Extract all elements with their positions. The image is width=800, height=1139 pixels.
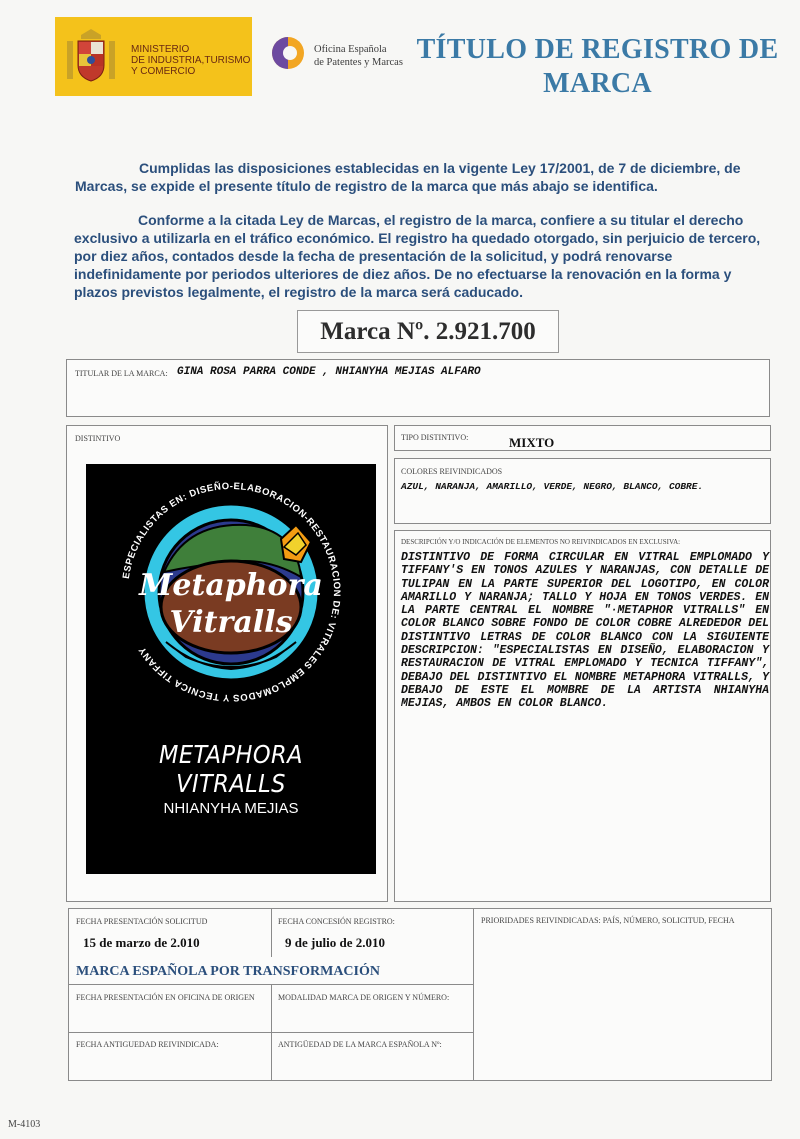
- tipo-value: MIXTO: [509, 435, 555, 450]
- coat-of-arms-icon: [65, 27, 117, 85]
- dates-section: [68, 908, 772, 1081]
- emblem-center-line-1: Metaphora: [139, 568, 323, 603]
- transformacion-heading: MARCA ESPAÑOLA POR TRANSFORMACIÓN: [76, 964, 380, 979]
- descripcion-section: [394, 530, 771, 902]
- prioridades-label: PRIORIDADES REIVINDICADAS: PAÍS, NÚMERO, SOLICITUD, FECHA: [481, 916, 735, 925]
- colores-label: COLORES REIVINDICADOS: [401, 467, 503, 476]
- titular-value: GINA ROSA PARRA CONDE , NHIANYHA MEJIAS ALFARO: [177, 366, 481, 378]
- colores-value: AZUL, NARANJA, AMARILLO, VERDE, NEGRO, BLANCO, COBRE.: [401, 481, 704, 492]
- intro-paragraph-2: Conforme a la citada Ley de Marcas, el registro de la marca, confiere a su titular el derecho exclusivo a utilizarla en el tráfico económico. El registro ha quedado otorgado, sin perjuicio de tercero, por diez años, contados desde la fecha de presentación de la solicitud, y podrá renovarse indefinidamente por periodos ulteriores de diez años. De no efectuarse la renovación en la forma y plazos previstos legalmente, el registro de la marca será caducado.: [74, 212, 761, 300]
- distintivo-section: [66, 425, 388, 902]
- descripcion-label: DESCRIPCIÓN Y/O INDICACIÓN DE ELEMENTOS NO REIVINDICADOS EN EXCLUSIVA:: [401, 538, 681, 546]
- ministry-name: MINISTERIO DE INDUSTRIA,TURISMO Y COMERCIO: [131, 44, 251, 77]
- descripcion-value: DISTINTIVO DE FORMA CIRCULAR EN VITRAL EMPLOMADO Y TIFFANY'S EN TONOS AZULES Y NARANJAS, CON DETALLE DE TULIPAN EN LA PARTE SUPERIOR DEL LOGOTIPO, EN COLOR AMARILLO Y NARANJA; TALLO Y HOJA EN TONOS VERDES. EN LA PARTE CENTRAL EL NOMBRE "·METAPHOR VITRALLS" EN COLOR BLANCO SOBRE FONDO DE COLOR COBRE ALREDEDOR DEL DISTINTIVO LETRAS DE COLOR BLANCO CON LA SIGUIENTE DESCRIPCION: "ESPECIALISTAS EN DISEÑO, ELABORACION Y RESTAURACION DE VITRAL EMPLOMADO Y TECNICA TIFFANY", DEBAJO DEL DISTINTIVO EL NOMBRE METAPHORA VITRALLS, Y DEBAJO DE ESTE EL MOMBRE DE LA ARTISTA NHIANYHA MEJIAS, AMBOS EN COLOR BLANCO.: [401, 551, 769, 711]
- presentacion-label: FECHA PRESENTACIÓN SOLICITUD: [76, 917, 208, 926]
- stained-glass-emblem: [106, 467, 356, 717]
- titular-section: [66, 359, 770, 417]
- distintivo-label: DISTINTIVO: [75, 434, 121, 443]
- concesion-label: FECHA CONCESIÓN REGISTRO:: [278, 917, 395, 926]
- divider: [271, 909, 272, 957]
- logo-artist-name: NHIANYHA MEJIAS: [163, 800, 299, 817]
- divider: [473, 909, 474, 1081]
- marca-number: Marca Nº. 2.921.700: [297, 310, 559, 353]
- modalidad-label: MODALIDAD MARCA DE ORIGEN Y NÚMERO:: [278, 993, 450, 1002]
- logo-brand-name: METAPHORA VITRALLS: [159, 740, 303, 798]
- presentacion-value: 15 de marzo de 2.010: [83, 935, 200, 950]
- tipo-label: TIPO DISTINTIVO:: [401, 433, 469, 442]
- tipo-distintivo-section: [394, 425, 771, 451]
- emblem-center-line-2: Vitralls: [169, 605, 293, 640]
- emblem-ring-text: ESPECIALISTAS EN: DISEÑO-ELABORACION-RESTAURACION DE: VITRALES EMPLOMADOS Y TECNICA TIFFANY: [120, 480, 343, 704]
- ministry-logo-block: [55, 17, 252, 96]
- page-title: TÍTULO DE REGISTRO DE MARCA: [416, 34, 779, 99]
- antiguedad-marca-label: ANTIGÜEDAD DE LA MARCA ESPAÑOLA Nº:: [278, 1040, 442, 1049]
- colores-section: [394, 458, 771, 524]
- office-name: Oficina Española de Patentes y Marcas: [314, 44, 403, 68]
- intro-paragraph-1: Cumplidas las disposiciones establecidas en la vigente Ley 17/2001, de 7 de diciembre, de Marcas, se expide el presente título de registro de la marca que más abajo se identifica.: [75, 160, 741, 194]
- divider: [69, 1032, 473, 1033]
- oepm-logo-icon: [268, 35, 308, 71]
- concesion-value: 9 de julio de 2.010: [285, 935, 386, 950]
- antiguedad-label: FECHA ANTIGUEDAD REIVINDICADA:: [76, 1040, 219, 1049]
- titular-label: TITULAR DE LA MARCA:: [75, 369, 168, 378]
- brand-logo-image: [86, 464, 376, 874]
- form-code: M-4103: [8, 1119, 41, 1130]
- presentacion-origen-label: FECHA PRESENTACIÓN EN OFICINA DE ORIGEN: [76, 993, 255, 1002]
